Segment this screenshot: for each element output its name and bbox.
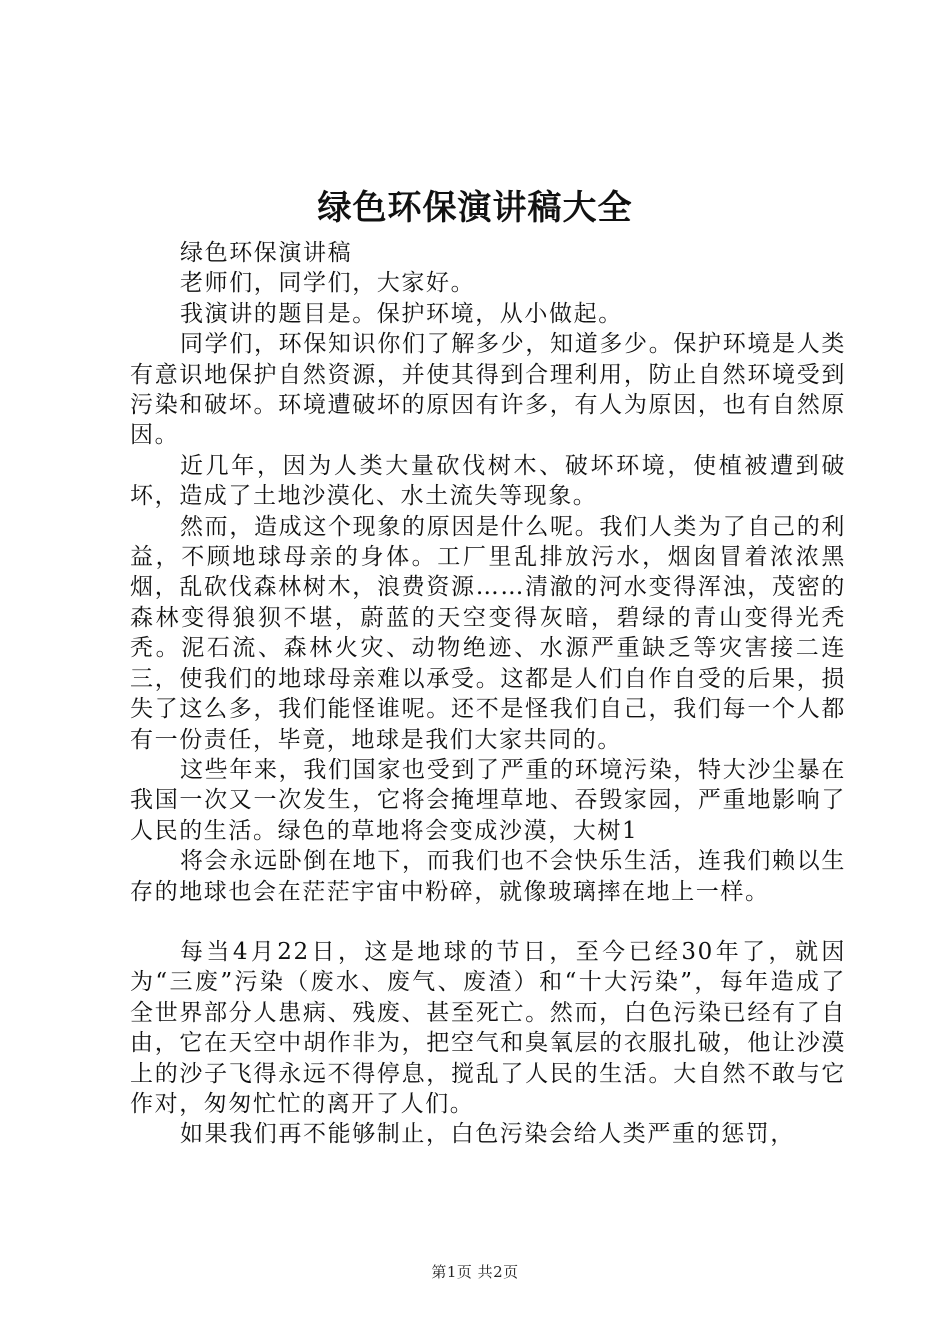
document-title: 绿色环保演讲稿大全 [317,188,633,228]
paragraph-gap [130,907,846,937]
paragraph: 近几年，因为人类大量砍伐树木、破坏环境，使植被遭到破坏，造成了土地沙漠化、水土流失等现象。 [130,452,846,510]
paragraph: 如果我们再不能够制止，白色污染会给人类严重的惩罚， [180,1121,795,1148]
paragraph: 每当4月22日，这是地球的节日，至今已经30年了，就因为“三废”污染（废水、废气、废渣）和“十大污染”，每年造成了全世界部分人患病、残废、甚至死亡。然而，白色污染已经有了自由，它在天空中胡作非为，把空气和臭氧层的衣服扎破，他让沙漠上的沙子飞得永远不得停息，搅乱了人民的生活。大自然不敢与它作对，匆匆忙忙的离开了人们。 [130,938,846,1117]
paragraph: 绿色环保演讲稿 [180,240,353,266]
paragraph: 我演讲的题目是。保护环境，从小做起。 [180,300,623,327]
paragraph: 将会永远卧倒在地下，而我们也不会快乐生活，连我们赖以生存的地球也会在茫茫宇宙中粉碎，就像玻璃摔在地上一样。 [130,848,846,905]
page-footer: 第1页 共2页 [431,1263,519,1281]
paragraph: 同学们，环保知识你们了解多少，知道多少。保护环境是人类有意识地保护自然资源，并使其得到合理利用，防止自然环境受到污染和破坏。环境遭破坏的原因有许多，有人为原因，也有自然原因。 [130,331,846,449]
paragraph: 这些年来，我们国家也受到了严重的环境污染，特大沙尘暴在我国一次又一次发生，它将会掩埋草地、吞毁家园，严重地影响了人民的生活。绿色的草地将会变成沙漠，大树1 [130,756,846,844]
paragraph: 老师们，同学们，大家好。 [180,270,476,297]
paragraph: 然而，造成这个现象的原因是什么呢。我们人类为了自己的利益，不顾地球母亲的身体。工厂里乱排放污水，烟囱冒着浓浓黑烟，乱砍伐森林树木，浪费资源……清澈的河水变得浑浊，茂密的森林变得狼狈不堪，蔚蓝的天空变得灰暗，碧绿的青山变得光秃秃。泥石流、森林火灾、动物绝迹、水源严重缺乏等灾害接二连三，使我们的地球母亲难以承受。这都是人们自作自受的后果，损失了这么多，我们能怪谁呢。还不是怪我们自己，我们每一个人都有一份责任，毕竟，地球是我们大家共同的。 [130,513,846,753]
document-body [130,238,846,1150]
